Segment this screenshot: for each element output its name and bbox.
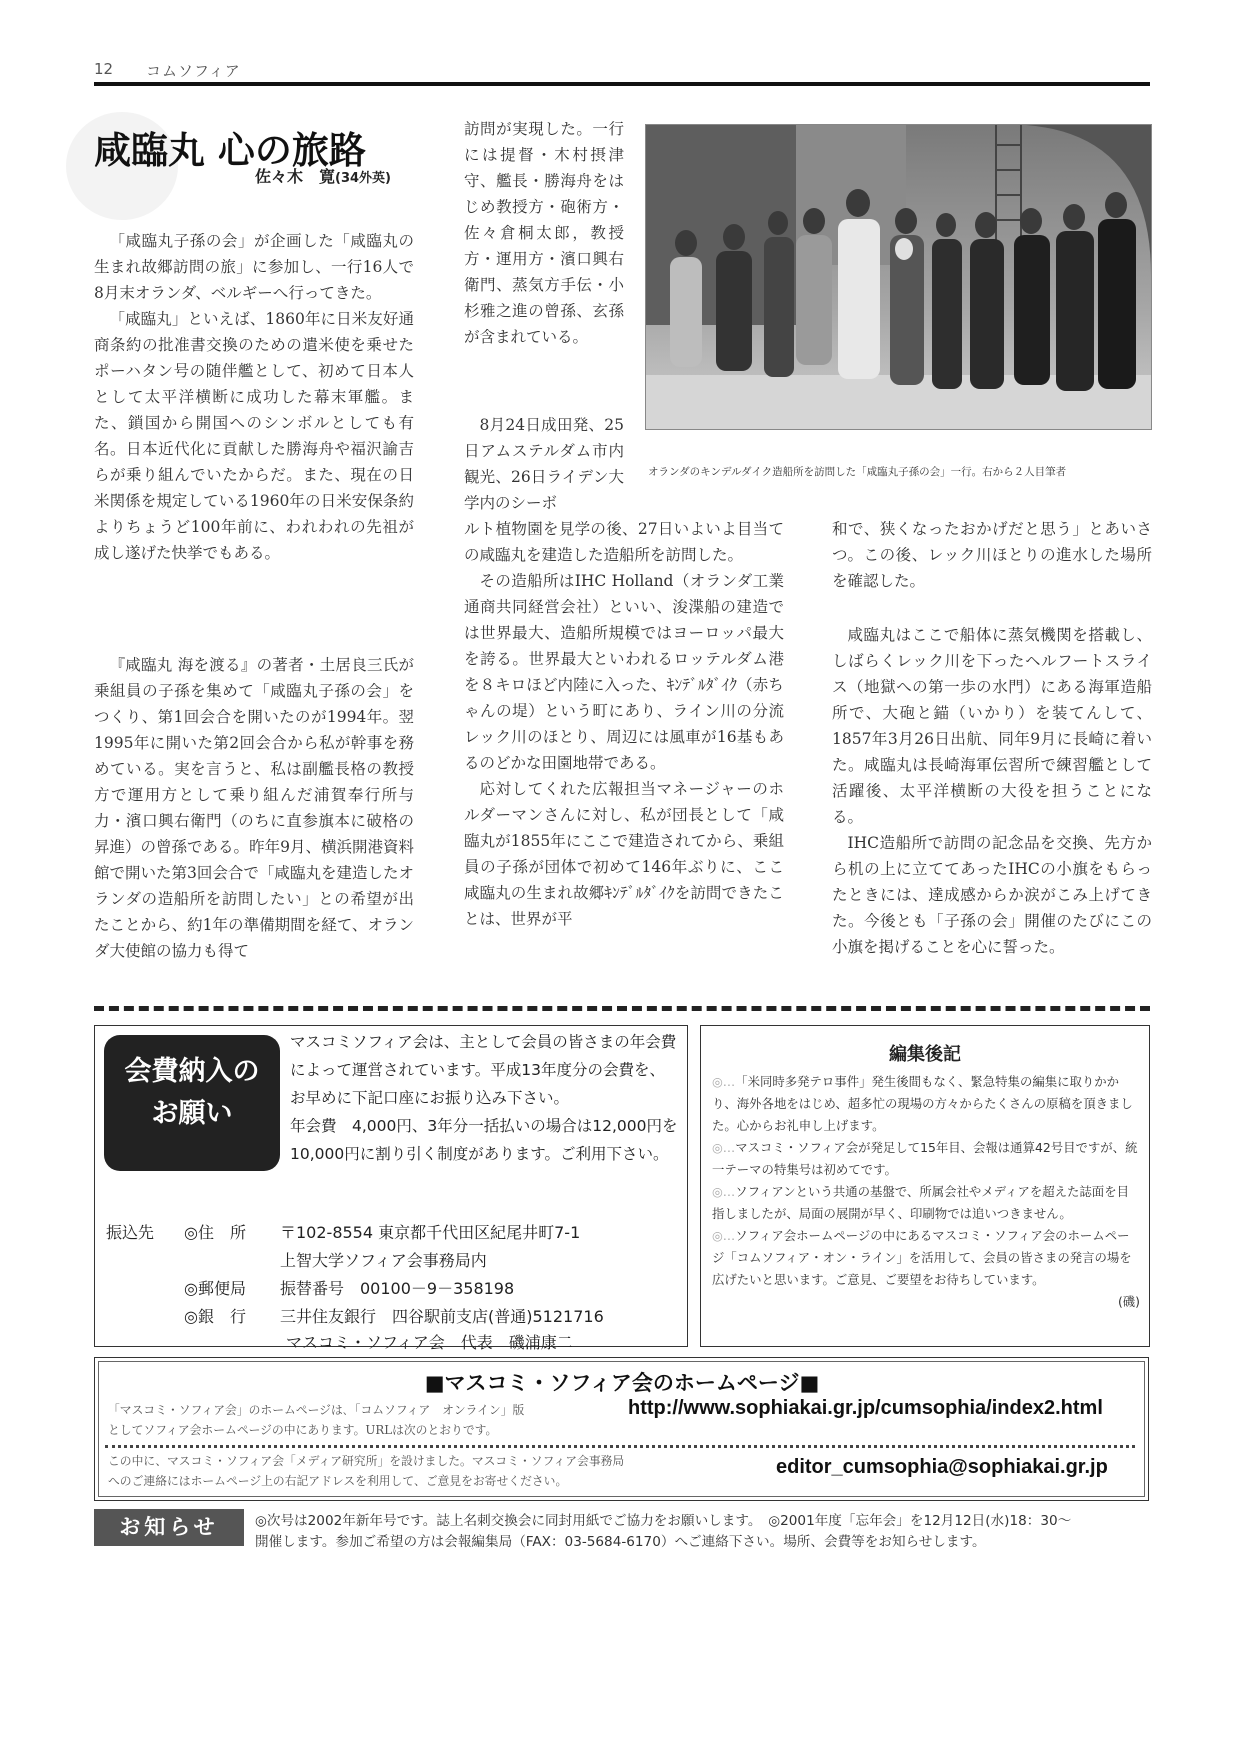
notice-line-1: ◎次号は2002年新年号です。誌上名刺交換会に同封用紙でご協力をお願いします。 ◎2001年度「忘年会」を12月12日(水)18：30～ bbox=[255, 1513, 1072, 1529]
article-column-3a bbox=[832, 516, 1152, 594]
author-name: 佐々木 寛 bbox=[255, 167, 336, 186]
fee-label-line1: 会費納入の bbox=[124, 1056, 260, 1087]
editorial-title: 編集後記 bbox=[889, 1044, 961, 1065]
bank-label: ◎銀 行 bbox=[184, 1307, 246, 1326]
article-paragraph: 「咸臨丸子孫の会」が企画した「咸臨丸の生まれ故郷訪問の旅」に参加し、一行16人で8月末オランダ、ベルギーへ行ってきた。 bbox=[94, 232, 414, 302]
homepage-text-3: この中に、マスコミ・ソフィア会「メディア研究所」を設けました。マスコミ・ソフィア会事務局 bbox=[108, 1454, 625, 1468]
editorial-item-text: マスコミ・ソフィア会が発足して15年目、会報は通算42号目ですが、統一テーマの特集号は初めてです。 bbox=[712, 1140, 1138, 1177]
homepage-text-1: 「マスコミ・ソフィア会」のホームページは､「コムソフィア オンライン」版 bbox=[108, 1403, 525, 1417]
article-paragraph: IHC造船所で訪問の記念品を交換、先方から机の上に立ててあったIHCの小旗をもらったときには、達成感からか涙がこみ上げてきた。今後とも「子孫の会」開催のたびにこの小旗を掲げることを心に誓った。 bbox=[832, 834, 1152, 956]
editorial-item-text: 「米同時多発テロ事件」発生後間もなく、緊急特集の編集に取りかかり、海外各地をはじめ、超多忙の現場の方々からたくさんの原稿を頂きました。心からお礼申し上げます。 bbox=[712, 1074, 1133, 1133]
magazine-name: コムソフィア bbox=[146, 62, 241, 80]
editorial-item bbox=[712, 1071, 1140, 1137]
article-column-1a bbox=[94, 228, 414, 566]
notice-body bbox=[255, 1511, 1155, 1553]
address-label: ◎住 所 bbox=[184, 1223, 246, 1242]
article-column-2c bbox=[464, 516, 784, 932]
contact-email-link[interactable]: editor_cumsophia@sophiakai.gr.jp bbox=[776, 1456, 1108, 1478]
postal-label: ◎郵便局 bbox=[184, 1279, 246, 1298]
homepage-dotted-divider bbox=[105, 1445, 1135, 1448]
article-column-3b bbox=[832, 622, 1152, 960]
article-title: 咸臨丸 心の旅路 bbox=[94, 129, 366, 172]
article-paragraph: 咸臨丸はここで船体に蒸気機関を搭載し、しばらくレック川を下ったヘルフートスライス（地獄への第一歩の水門）にある海軍造船所で、大砲と錨（いかり）を装てんして、1857年3月26日出航、同年9月に長崎に着いた。咸臨丸は長崎海軍伝習所で練習艦として活躍後、太平洋横断の大役を担うことになる。 bbox=[832, 626, 1152, 826]
fee-notice-label bbox=[104, 1035, 280, 1171]
homepage-url-link[interactable]: http://www.sophiakai.gr.jp/cumsophia/index2.html bbox=[628, 1397, 1103, 1419]
article-column-2b bbox=[464, 412, 624, 516]
fee-label-line2: お願い bbox=[151, 1098, 233, 1129]
editorial-signature: (磯) bbox=[1117, 1294, 1140, 1309]
notice-line-2: 開催します。参加ご希望の方は会報編集局（FAX：03-5684-6170）へご連絡下さい。場所、会費等をお知らせします。 bbox=[255, 1534, 986, 1550]
remit-label: 振込先 bbox=[106, 1223, 155, 1242]
article-paragraph: ルト植物園を見学の後、27日いよいよ目当ての咸臨丸を建造した造船所を訪問した。 bbox=[464, 520, 784, 564]
homepage-title: ■マスコミ・ソフィア会のホームページ■ bbox=[424, 1371, 820, 1395]
article-paragraph: その造船所はIHC Holland（オランダ工業通商共同経営会社）といい、浚渫船の建造では世界最大、造船所規模ではヨーロッパ最大を誇る。世界最大といわれるロッテルダム港を８キロほど内陸に入った、ｷﾝﾃﾞﾙﾀﾞｲｸ（赤ちゃんの堤）という町にあり、ライン川の分流レック川のほとり、周辺には風車が16基もあるのどかな田園地帯である。 bbox=[464, 572, 784, 772]
address-line1: 〒102-8554 東京都千代田区紀尾井町7-1 bbox=[280, 1223, 581, 1242]
fee-notice-text: マスコミソフィア会は、主として会員の皆さまの年会費によって運営されています。平成13年度分の会費を、お早めに下記口座にお振り込み下さい。 bbox=[290, 1033, 677, 1107]
address-line2: 上智大学ソフィア会事務局内 bbox=[280, 1251, 487, 1270]
article-paragraph: 『咸臨丸 海を渡る』の著者・土居良三氏が乗組員の子孫を集めて「咸臨丸子孫の会」をつくり、第1回会合を開いたのが1994年。翌1995年に開いた第2回会合から私が幹事を務めている。実を言うと、私は副艦長格の教授方で運用方として乗り組んだ浦賀奉行所与力・濱口興右衛門（のちに直参旗本に破格の昇進）の曾孫である。昨年9月、横浜開港資料館で開いた第3回会合で「咸臨丸を建造したオランダの造船所を訪問したい」との希望が出たことから、約1年の準備期間を経て、オランダ大使館の協力も得て bbox=[94, 656, 414, 960]
article-paragraph: 「咸臨丸」といえば、1860年に日米友好通商条約の批准書交換のための遣米使を乗せたポーハタン号の随伴艦として、初めて日本人として太平洋横断に成功した幕末軍艦。また、鎖国から開国へのシンボルとしても有名。日本近代化に貢献した勝海舟や福沢諭吉らが乗り組んでいたからだ。また、現在の日米関係を規定している1960年の日米安保条約よりちょうど100年前に、われわれの先祖が成し遂げた快挙でもある。 bbox=[94, 310, 414, 562]
editorial-item bbox=[712, 1225, 1140, 1291]
article-paragraph: 応対してくれた広報担当マネージャーのホルダーマンさんに対し、私が団長として「咸臨丸が1855年にここで建造されてから、乗組員の子孫が団体で初めて146年ぶりに、ここ咸臨丸の生まれ故郷ｷﾝﾃﾞﾙﾀﾞｲｸを訪問できたことは、世界が平 bbox=[464, 780, 784, 928]
postal-value: 振替番号 00100－9－358198 bbox=[280, 1279, 515, 1298]
page-number: 12 bbox=[94, 60, 114, 78]
fee-notice-body bbox=[290, 1028, 680, 1168]
article-paragraph: 訪問が実現した。一行には提督・木村摂津守、艦長・勝海舟をはじめ教授方・砲術方・佐々倉桐太郎，教授方・運用方・濱口興右衛門、蒸気方手伝・小杉雅之進の曾孫、玄孫が含まれている。 bbox=[464, 120, 624, 346]
item-marker: ◎… bbox=[712, 1074, 736, 1089]
homepage-text-4: へのご連絡にはホームページ上の右記アドレスを利用して、ご意見をお寄せください。 bbox=[108, 1474, 568, 1488]
item-marker: ◎… bbox=[712, 1140, 736, 1155]
account-holder: マスコミ・ソフィア会 代表 磯浦康二 bbox=[286, 1333, 573, 1352]
bank-value: 三井住友銀行 四谷駅前支店(普通)5121716 bbox=[280, 1307, 604, 1326]
editorial-body bbox=[712, 1071, 1140, 1313]
editorial-item-text: ソフィア会ホームページの中にあるマスコミ・ソフィア会のホームページ「コムソフィア・オン・ライン」を活用して、会員の皆さまの発言の場を広げたいと思います。ご意見、ご要望をお待ちしています。 bbox=[712, 1228, 1132, 1287]
editorial-item-text: ソフィアンという共通の基盤で、所属会社やメディアを超えた誌面を目指しましたが、局面の展開が早く、印刷物では追いつきません。 bbox=[712, 1184, 1129, 1221]
author-affiliation: (34外英) bbox=[335, 171, 391, 186]
homepage-text-2: としてソフィア会ホームページの中にあります。URLは次のとおりです。 bbox=[108, 1423, 498, 1437]
editorial-item bbox=[712, 1181, 1140, 1225]
item-marker: ◎… bbox=[712, 1228, 736, 1243]
page-header bbox=[94, 58, 1150, 84]
photo-caption: オランダのキンデルダイク造船所を訪問した「咸臨丸子孫の会」一行。右から２人目筆者 bbox=[648, 466, 1067, 478]
article-paragraph: 8月24日成田発、25日アムステルダム市内観光、26日ライデン大学内のシーボ bbox=[464, 416, 624, 512]
header-rule bbox=[94, 82, 1150, 86]
article-paragraph: 和で、狭くなったおかげだと思う」とあいさつ。この後、レック川ほとりの進水した場所を確認した。 bbox=[832, 520, 1152, 590]
group-photo bbox=[645, 124, 1152, 430]
item-marker: ◎… bbox=[712, 1184, 736, 1199]
fee-amount-text: 年会費 4,000円、3年分一括払いの場合は12,000円を10,000円に割り引く制度があります。ご利用下さい。 bbox=[290, 1117, 678, 1163]
editorial-item bbox=[712, 1137, 1140, 1181]
article-column-2a bbox=[464, 116, 624, 350]
article-column-1b bbox=[94, 652, 414, 964]
notice-label: お知らせ bbox=[94, 1509, 244, 1546]
article-byline bbox=[255, 164, 391, 187]
section-divider bbox=[94, 1006, 1150, 1011]
